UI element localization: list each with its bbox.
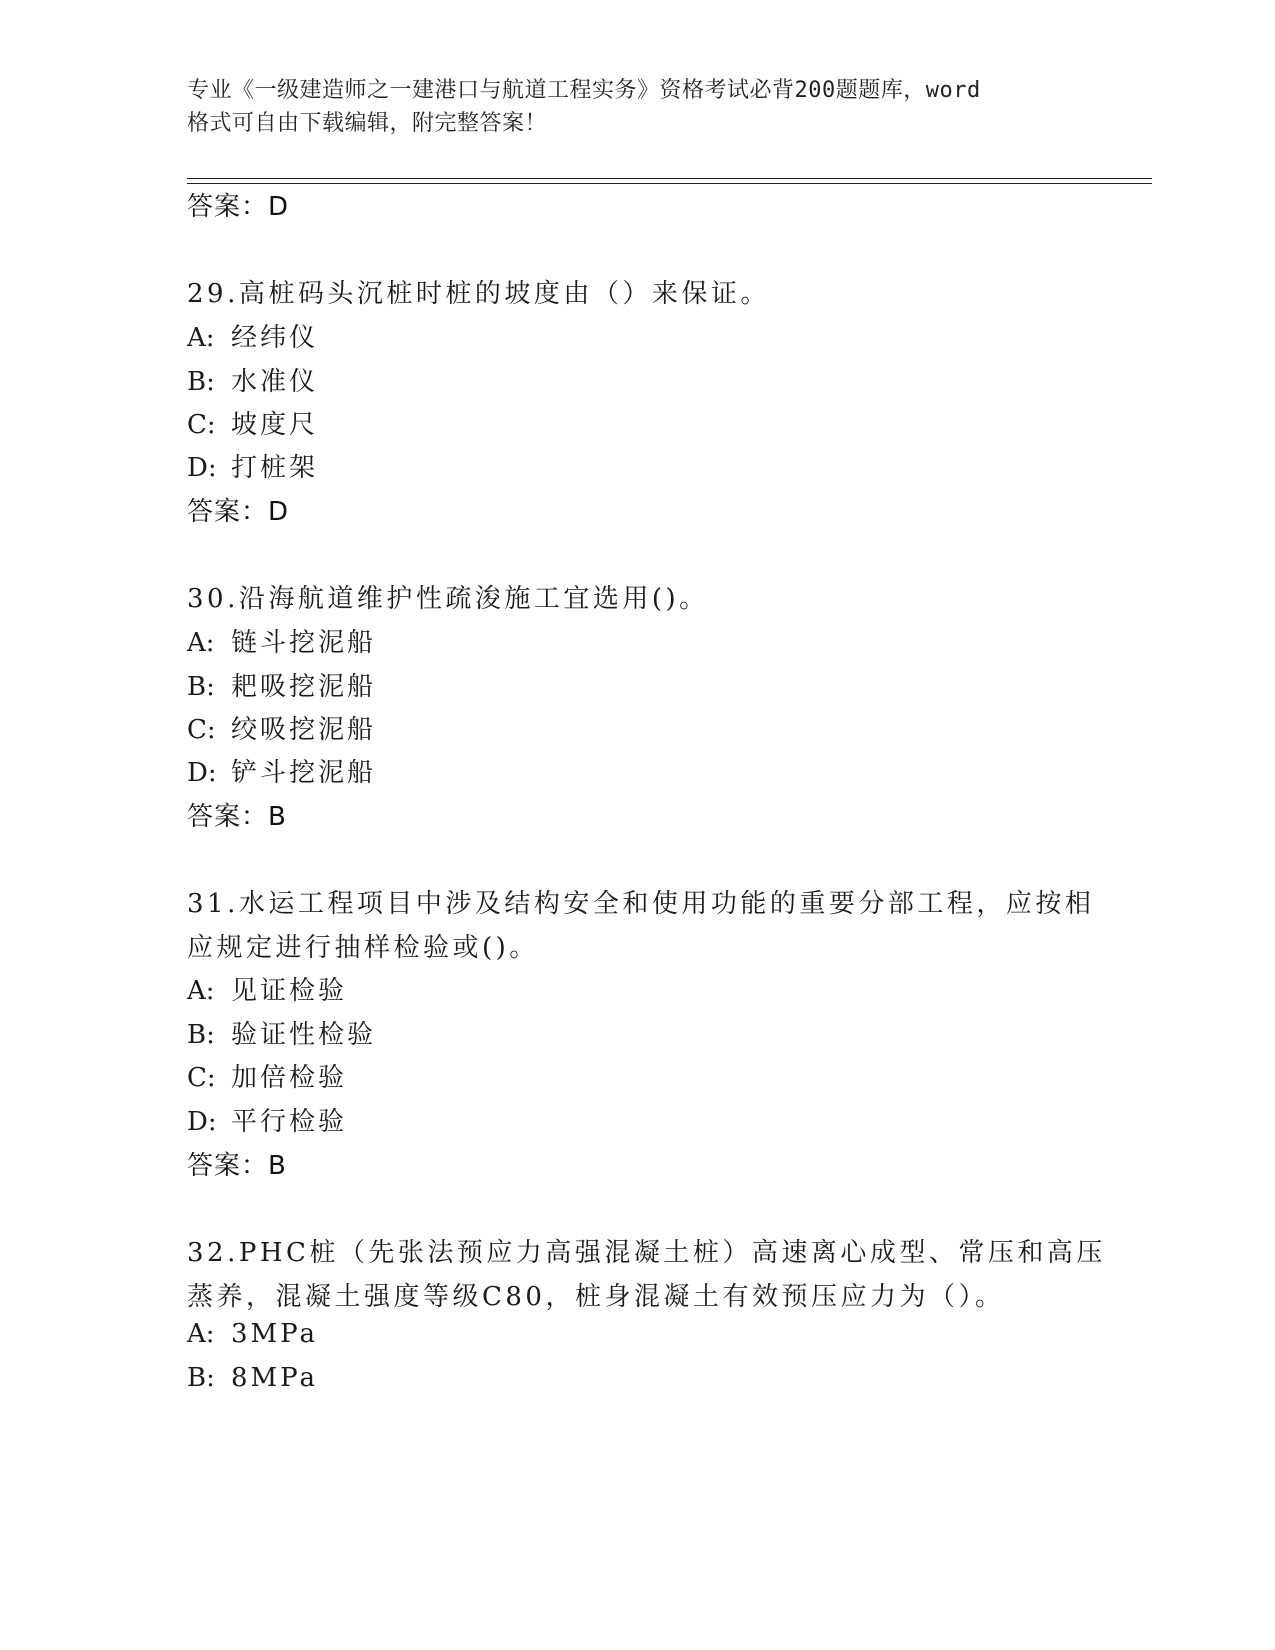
option-key: D: <box>187 453 217 483</box>
option-text: 链斗挖泥船 <box>231 628 377 658</box>
question-31-answer <box>187 1145 287 1182</box>
question-30-option-d <box>187 752 376 789</box>
option-text: 加倍检验 <box>231 1063 348 1093</box>
question-31-option-b <box>187 1014 376 1051</box>
question-32-option-b <box>187 1363 318 1393</box>
option-key: C: <box>187 410 216 440</box>
option-key: A: <box>187 323 215 353</box>
question-31-option-a <box>187 970 347 1007</box>
document-header <box>187 74 1067 140</box>
option-text: 平行检验 <box>231 1107 348 1137</box>
answer-value: B <box>268 1151 287 1181</box>
option-key: C: <box>187 715 216 745</box>
question-32-stem-line-1: 32.PHC桩（先张法预应力高强混凝土桩）高速离心成型、常压和高压 <box>187 1238 1106 1268</box>
previous-answer <box>187 186 289 223</box>
option-key: A: <box>187 976 215 1006</box>
question-29-stem: 29.高桩码头沉桩时桩的坡度由（）来保证。 <box>187 279 770 309</box>
question-31-option-c <box>187 1057 347 1094</box>
question-30-option-a <box>187 622 376 659</box>
answer-value: D <box>268 497 290 527</box>
option-text: 经纬仪 <box>231 323 319 353</box>
option-key: C: <box>187 1063 216 1093</box>
option-text: 打桩架 <box>231 453 319 483</box>
option-text: 8MPa <box>231 1363 318 1393</box>
question-31-stem-line-2: 应规定进行抽样检验或()。 <box>187 933 539 963</box>
answer-label: 答案： <box>187 497 269 527</box>
question-31-stem-line-1: 31.水运工程项目中涉及结构安全和使用功能的重要分部工程，应按相 <box>187 889 1095 919</box>
question-30-stem: 30.沿海航道维护性疏浚施工宜选用()。 <box>187 584 709 614</box>
question-30-option-b <box>187 666 376 703</box>
option-key: D: <box>187 1107 217 1137</box>
option-key: B: <box>187 672 215 702</box>
option-text: 见证检验 <box>231 976 348 1006</box>
header-divider-top <box>187 178 1152 179</box>
header-line-1: 专业《一级建造师之一建港口与航道工程实务》资格考试必背200题题库，word <box>187 78 981 103</box>
answer-value: B <box>268 802 287 832</box>
question-29-answer <box>187 491 289 528</box>
option-key: B: <box>187 1363 215 1393</box>
question-32-stem-line-2: 蒸养，混凝土强度等级C80，桩身混凝土有效预压应力为（）。 <box>187 1282 1005 1312</box>
option-text: 耙吸挖泥船 <box>231 672 377 702</box>
header-divider-bottom <box>187 183 1152 184</box>
option-text: 绞吸挖泥船 <box>231 715 377 745</box>
option-key: B: <box>187 1020 215 1050</box>
option-text: 3MPa <box>231 1319 318 1349</box>
question-32-option-a <box>187 1319 318 1349</box>
answer-value: D <box>268 192 290 222</box>
question-29-option-a <box>187 317 318 354</box>
question-30-option-c <box>187 709 376 746</box>
question-29-option-d <box>187 447 318 484</box>
answer-label: 答案： <box>187 192 269 222</box>
option-text: 验证性检验 <box>231 1020 377 1050</box>
option-text: 铲斗挖泥船 <box>231 758 377 788</box>
option-text: 坡度尺 <box>231 410 319 440</box>
option-text: 水准仪 <box>231 367 319 397</box>
question-29-option-c <box>187 404 318 441</box>
option-key: B: <box>187 367 215 397</box>
answer-label: 答案： <box>187 802 269 832</box>
answer-label: 答案： <box>187 1151 269 1181</box>
question-30-answer <box>187 796 287 833</box>
option-key: D: <box>187 758 217 788</box>
question-31-option-d <box>187 1101 347 1138</box>
option-key: A: <box>187 628 215 658</box>
header-line-2: 格式可自由下载编辑，附完整答案！ <box>187 111 548 136</box>
question-29-option-b <box>187 361 318 398</box>
option-key: A: <box>187 1319 215 1349</box>
